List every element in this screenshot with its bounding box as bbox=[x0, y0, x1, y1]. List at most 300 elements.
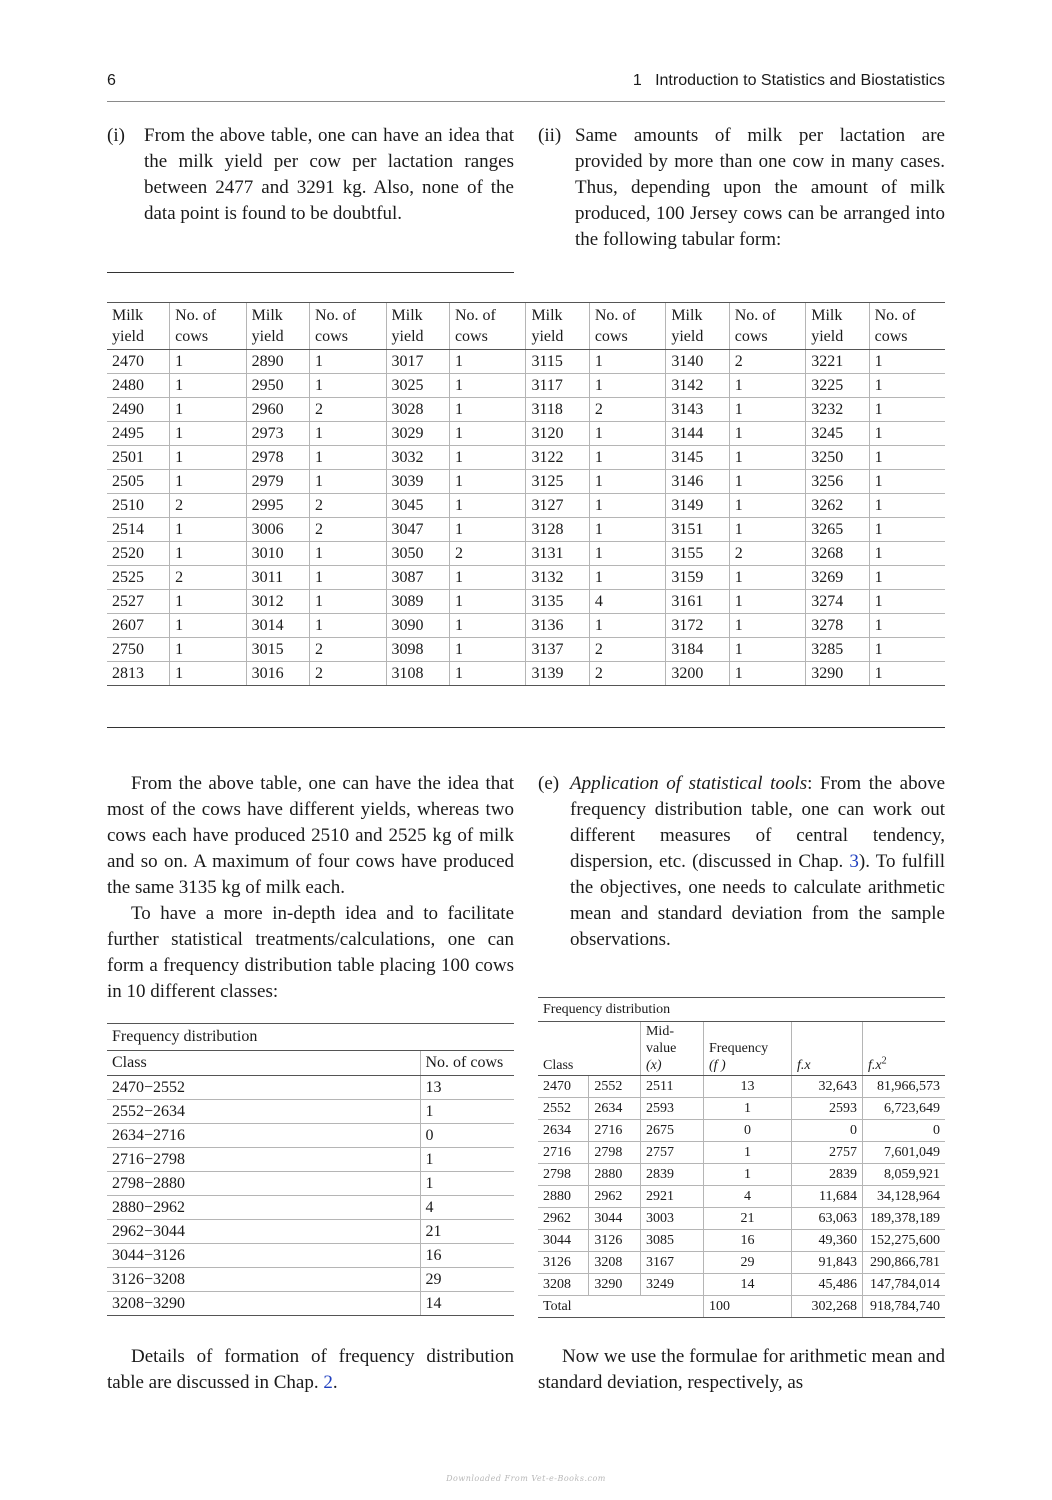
table-cell: 1 bbox=[170, 638, 247, 662]
table-row bbox=[107, 446, 945, 470]
table-cell: 3045 bbox=[386, 494, 449, 518]
table-cell: 1 bbox=[589, 374, 666, 398]
table-row bbox=[107, 1292, 514, 1316]
table-cell: 1 bbox=[869, 422, 945, 446]
table-cell: 1 bbox=[310, 614, 387, 638]
column-header: No. of cows bbox=[170, 303, 247, 350]
table-cell: 1 bbox=[703, 1142, 791, 1164]
table-cell: 3172 bbox=[666, 614, 729, 638]
column-header bbox=[791, 1022, 862, 1076]
table-cell: 3122 bbox=[526, 446, 589, 470]
table-cell: 2552 bbox=[538, 1098, 589, 1120]
table-row bbox=[107, 614, 945, 638]
table-cell: 3208 bbox=[538, 1274, 589, 1296]
table-cell: 1 bbox=[449, 518, 526, 542]
column-header: Milk yield bbox=[107, 303, 170, 350]
table-cell: 1 bbox=[170, 614, 247, 638]
table-cell: 1 bbox=[170, 518, 247, 542]
table-cell: 3159 bbox=[666, 566, 729, 590]
table-cell: 2962 bbox=[538, 1208, 589, 1230]
table-row bbox=[107, 566, 945, 590]
table-cell: 100 bbox=[703, 1296, 791, 1318]
table-cell: 13 bbox=[420, 1076, 514, 1100]
table-cell: 1 bbox=[589, 470, 666, 494]
item-ii-text: Same amounts of milk per lactation are provided by more than one cow in many cases. Thus, depending upon the amount of milk produced, 100 Jersey cows can be arranged into the following tabular form: bbox=[575, 125, 945, 250]
chapter-link[interactable]: 2 bbox=[323, 1372, 333, 1393]
table-cell: 1 bbox=[449, 614, 526, 638]
column-header-text: value bbox=[645, 1041, 677, 1056]
item-e-text: : From the above frequency distribution table, one can work out different measures of central tendency, dispersion, etc. (discussed in Chap. bbox=[570, 773, 945, 872]
table-cell: 1 bbox=[729, 494, 806, 518]
column-header: Class bbox=[107, 1051, 420, 1076]
item-i-text: From the above table, one can have an idea that the milk yield per cow per lactation ranges between 2477 and 3291 kg. Also, none of the data point is found to be doubtful. bbox=[144, 125, 514, 224]
paragraph-text: Details of formation of frequency distribution table are discussed in Chap. bbox=[107, 1346, 514, 1393]
table-cell: 3032 bbox=[386, 446, 449, 470]
table-cell: 1 bbox=[589, 614, 666, 638]
table-cell: 2962 bbox=[589, 1186, 641, 1208]
table-cell: 1 bbox=[449, 398, 526, 422]
watermark: Downloaded From Vet-e-Books.com bbox=[446, 1474, 606, 1483]
table-cell: 1 bbox=[170, 542, 247, 566]
table-cell: 91,843 bbox=[791, 1252, 862, 1274]
table-cell: 2716 bbox=[589, 1120, 641, 1142]
table-cell: 2 bbox=[170, 494, 247, 518]
table-row bbox=[107, 1220, 514, 1244]
column-header: Milk yield bbox=[386, 303, 449, 350]
table-cell: 49,360 bbox=[791, 1230, 862, 1252]
table-cell: 1 bbox=[449, 494, 526, 518]
table-cell: 1 bbox=[449, 350, 526, 374]
table-cell: 3142 bbox=[666, 374, 729, 398]
page-header bbox=[107, 72, 945, 102]
running-title: 1 Introduction to Statistics and Biostatistics bbox=[632, 72, 945, 89]
table-cell: 2839 bbox=[791, 1164, 862, 1186]
table-cell: 4 bbox=[589, 590, 666, 614]
table-cell: 3143 bbox=[666, 398, 729, 422]
table-cell: 1 bbox=[589, 350, 666, 374]
table-cell: 2 bbox=[589, 638, 666, 662]
table-cell: 3087 bbox=[386, 566, 449, 590]
table-cell: 3285 bbox=[806, 638, 869, 662]
table-cell: 0 bbox=[791, 1120, 862, 1142]
table-cell: 1 bbox=[869, 566, 945, 590]
table-cell: 3098 bbox=[386, 638, 449, 662]
table-cell: 2 bbox=[589, 662, 666, 686]
milk-yield-table bbox=[107, 302, 945, 686]
table-cell: 3184 bbox=[666, 638, 729, 662]
column-header bbox=[640, 1022, 703, 1076]
table-cell: 3127 bbox=[526, 494, 589, 518]
table-row bbox=[538, 1120, 945, 1142]
table-cell: 2 bbox=[310, 638, 387, 662]
table-cell: 1 bbox=[589, 446, 666, 470]
column-header bbox=[538, 1022, 640, 1076]
table-cell: 3090 bbox=[386, 614, 449, 638]
table-cell: 2962−3044 bbox=[107, 1220, 420, 1244]
table-cell: 1 bbox=[310, 470, 387, 494]
table-cell: 3003 bbox=[640, 1208, 703, 1230]
table-cell: 2757 bbox=[640, 1142, 703, 1164]
table-cell: 11,684 bbox=[791, 1186, 862, 1208]
table-cell: 1 bbox=[729, 398, 806, 422]
table-cell: 3140 bbox=[666, 350, 729, 374]
item-e bbox=[538, 771, 945, 953]
paragraph-text: . bbox=[332, 1372, 338, 1393]
table-cell: 2634 bbox=[538, 1120, 589, 1142]
table-cell: 2490 bbox=[107, 398, 170, 422]
column-header: Milk yield bbox=[526, 303, 589, 350]
table-cell: 3006 bbox=[246, 518, 309, 542]
table-row bbox=[107, 398, 945, 422]
table-cell: 2480 bbox=[107, 374, 170, 398]
frequency-table-left bbox=[107, 1023, 514, 1316]
table-row bbox=[107, 590, 945, 614]
table-cell: 2 bbox=[589, 398, 666, 422]
table-cell: 4 bbox=[420, 1196, 514, 1220]
table-cell: 1 bbox=[449, 590, 526, 614]
divider-rule bbox=[107, 272, 514, 273]
table-cell: 3115 bbox=[526, 350, 589, 374]
table-cell: 2511 bbox=[640, 1076, 703, 1098]
table-cell: 3245 bbox=[806, 422, 869, 446]
table-cell: 3125 bbox=[526, 470, 589, 494]
table-cell: 302,268 bbox=[791, 1296, 862, 1318]
table-cell: 2798 bbox=[538, 1164, 589, 1186]
table-cell: 189,378,189 bbox=[862, 1208, 945, 1230]
table-row bbox=[538, 1274, 945, 1296]
table-cell: 29 bbox=[703, 1252, 791, 1274]
table-cell: 3149 bbox=[666, 494, 729, 518]
table-cell: 2634 bbox=[589, 1098, 641, 1120]
table-cell: 2470 bbox=[538, 1076, 589, 1098]
table-cell: 1 bbox=[589, 542, 666, 566]
table-cell: 1 bbox=[310, 446, 387, 470]
table-cell: 3010 bbox=[246, 542, 309, 566]
table-caption: Frequency distribution bbox=[538, 998, 945, 1022]
table-cell: 1 bbox=[869, 638, 945, 662]
paragraph: From the above table, one can have the idea that most of the cows have different yields, whereas two cows each have produced 2510 and 2525 kg of milk and so on. A maximum of four cows have produced the same 3135 kg of milk each. bbox=[107, 773, 514, 898]
table-cell: 2 bbox=[310, 398, 387, 422]
table-cell: 2798 bbox=[589, 1142, 641, 1164]
table-row bbox=[538, 1164, 945, 1186]
table-cell: 2525 bbox=[107, 566, 170, 590]
column-header: No. of cows bbox=[420, 1051, 514, 1076]
chapter-link[interactable]: 3 bbox=[849, 851, 859, 872]
column-header-text: Class bbox=[543, 1058, 574, 1073]
table-cell: 3131 bbox=[526, 542, 589, 566]
table-cell: 2501 bbox=[107, 446, 170, 470]
table-cell: 1 bbox=[869, 374, 945, 398]
table-cell: 2 bbox=[310, 662, 387, 686]
table-cell: 3208 bbox=[589, 1252, 641, 1274]
table-cell: 147,784,014 bbox=[862, 1274, 945, 1296]
table-cell: 1 bbox=[449, 662, 526, 686]
table-cell: 3126 bbox=[589, 1230, 641, 1252]
table-cell: 1 bbox=[449, 638, 526, 662]
table-cell: 3128 bbox=[526, 518, 589, 542]
table-cell: 1 bbox=[729, 662, 806, 686]
table-cell: 1 bbox=[170, 374, 247, 398]
table-cell: 2950 bbox=[246, 374, 309, 398]
table-cell: 1 bbox=[449, 470, 526, 494]
table-row bbox=[107, 350, 945, 374]
table-cell: 1 bbox=[310, 542, 387, 566]
column-header: No. of cows bbox=[589, 303, 666, 350]
table-cell: 2995 bbox=[246, 494, 309, 518]
table-cell: 3108 bbox=[386, 662, 449, 686]
superscript: 2 bbox=[881, 1055, 887, 1067]
table-row bbox=[107, 1124, 514, 1148]
table-cell: 4 bbox=[703, 1186, 791, 1208]
table-cell: 1 bbox=[420, 1148, 514, 1172]
table-row bbox=[107, 1100, 514, 1124]
table-cell: 3044−3126 bbox=[107, 1244, 420, 1268]
table-cell: 3085 bbox=[640, 1230, 703, 1252]
table-cell: 2552−2634 bbox=[107, 1100, 420, 1124]
table-cell: Total bbox=[538, 1296, 703, 1318]
table-row bbox=[107, 542, 945, 566]
item-i bbox=[107, 123, 514, 227]
table-cell: 2593 bbox=[791, 1098, 862, 1120]
table-cell: 1 bbox=[310, 422, 387, 446]
table-cell: 1 bbox=[170, 398, 247, 422]
table-cell: 1 bbox=[869, 518, 945, 542]
table-cell: 1 bbox=[310, 374, 387, 398]
table-cell: 152,275,600 bbox=[862, 1230, 945, 1252]
table-cell: 1 bbox=[729, 470, 806, 494]
table-cell: 3221 bbox=[806, 350, 869, 374]
table-cell: 1 bbox=[869, 614, 945, 638]
table-cell: 1 bbox=[170, 470, 247, 494]
table-cell: 1 bbox=[869, 542, 945, 566]
table-cell: 2505 bbox=[107, 470, 170, 494]
table-cell: 1 bbox=[869, 590, 945, 614]
table-cell: 2 bbox=[729, 350, 806, 374]
table-cell: 2716 bbox=[538, 1142, 589, 1164]
table-cell: 1 bbox=[869, 470, 945, 494]
table-cell: 1 bbox=[869, 494, 945, 518]
table-cell: 2839 bbox=[640, 1164, 703, 1186]
table-cell: 3139 bbox=[526, 662, 589, 686]
table-cell: 3117 bbox=[526, 374, 589, 398]
table-cell: 1 bbox=[170, 350, 247, 374]
table-cell: 3016 bbox=[246, 662, 309, 686]
frequency-table-right bbox=[538, 997, 945, 1318]
item-ii-label: (ii) bbox=[538, 125, 562, 146]
table-row bbox=[538, 1142, 945, 1164]
table-cell: 1 bbox=[729, 566, 806, 590]
table-cell: 3145 bbox=[666, 446, 729, 470]
table-cell: 3256 bbox=[806, 470, 869, 494]
table-cell: 16 bbox=[420, 1244, 514, 1268]
column-header-text: (x) bbox=[645, 1058, 662, 1073]
table-cell: 0 bbox=[703, 1120, 791, 1142]
table-cell: 1 bbox=[170, 590, 247, 614]
table-cell: 63,063 bbox=[791, 1208, 862, 1230]
column-header-text: (f ) bbox=[708, 1058, 726, 1073]
table-cell: 1 bbox=[449, 422, 526, 446]
total-row bbox=[538, 1296, 945, 1318]
table-cell: 3029 bbox=[386, 422, 449, 446]
table-cell: 3089 bbox=[386, 590, 449, 614]
table-cell: 14 bbox=[703, 1274, 791, 1296]
table-cell: 3262 bbox=[806, 494, 869, 518]
table-cell: 2757 bbox=[791, 1142, 862, 1164]
table-cell: 3126 bbox=[538, 1252, 589, 1274]
page-number: 6 bbox=[107, 72, 116, 89]
table-cell: 918,784,740 bbox=[862, 1296, 945, 1318]
table-cell: 3208−3290 bbox=[107, 1292, 420, 1316]
table-cell: 3047 bbox=[386, 518, 449, 542]
table-cell: 3269 bbox=[806, 566, 869, 590]
table-row bbox=[107, 1244, 514, 1268]
table-cell: 3290 bbox=[806, 662, 869, 686]
table-cell: 1 bbox=[589, 422, 666, 446]
item-e-label: (e) bbox=[538, 773, 560, 794]
column-header bbox=[703, 1022, 791, 1076]
table-cell: 2979 bbox=[246, 470, 309, 494]
table-cell: 1 bbox=[170, 446, 247, 470]
table-row bbox=[538, 1208, 945, 1230]
column-header-text: f.x bbox=[796, 1058, 811, 1073]
table-caption: Frequency distribution bbox=[107, 1024, 514, 1051]
table-cell: 2520 bbox=[107, 542, 170, 566]
table-cell: 1 bbox=[310, 350, 387, 374]
table-cell: 1 bbox=[729, 446, 806, 470]
column-header: Milk yield bbox=[246, 303, 309, 350]
table-cell: 2813 bbox=[107, 662, 170, 686]
table-cell: 1 bbox=[420, 1172, 514, 1196]
table-cell: 2750 bbox=[107, 638, 170, 662]
table-cell: 3132 bbox=[526, 566, 589, 590]
table-row bbox=[107, 494, 945, 518]
table-cell: 2527 bbox=[107, 590, 170, 614]
table-cell: 3118 bbox=[526, 398, 589, 422]
table-cell: 2978 bbox=[246, 446, 309, 470]
table-row bbox=[107, 374, 945, 398]
table-cell: 1 bbox=[869, 446, 945, 470]
column-header: Milk yield bbox=[806, 303, 869, 350]
paragraph: To have a more in-depth idea and to facilitate further statistical treatments/calculations, one can form a frequency distribution table placing 100 cows in 10 different classes: bbox=[107, 903, 514, 1002]
table-cell: 3144 bbox=[666, 422, 729, 446]
table-cell: 2 bbox=[729, 542, 806, 566]
table-cell: 1 bbox=[449, 374, 526, 398]
table-cell: 1 bbox=[729, 614, 806, 638]
table-cell: 3200 bbox=[666, 662, 729, 686]
table-cell: 3225 bbox=[806, 374, 869, 398]
table-cell: 1 bbox=[170, 662, 247, 686]
table-row bbox=[538, 1186, 945, 1208]
table-row bbox=[107, 470, 945, 494]
table-cell: 3155 bbox=[666, 542, 729, 566]
table-cell: 3167 bbox=[640, 1252, 703, 1274]
table-cell: 2798−2880 bbox=[107, 1172, 420, 1196]
table-cell: 3135 bbox=[526, 590, 589, 614]
table-row bbox=[107, 518, 945, 542]
item-i-label: (i) bbox=[107, 125, 125, 146]
table-cell: 2716−2798 bbox=[107, 1148, 420, 1172]
table-cell: 2880 bbox=[589, 1164, 641, 1186]
table-cell: 3265 bbox=[806, 518, 869, 542]
table-row bbox=[107, 1172, 514, 1196]
table-cell: 1 bbox=[589, 566, 666, 590]
table-cell: 3044 bbox=[538, 1230, 589, 1252]
table-cell: 3012 bbox=[246, 590, 309, 614]
column-header: No. of cows bbox=[449, 303, 526, 350]
table-row bbox=[107, 638, 945, 662]
column-header-text: Frequency bbox=[708, 1041, 769, 1056]
table-cell: 1 bbox=[703, 1098, 791, 1120]
table-cell: 1 bbox=[420, 1100, 514, 1124]
table-cell: 3039 bbox=[386, 470, 449, 494]
column-header: Milk yield bbox=[666, 303, 729, 350]
item-ii bbox=[538, 123, 945, 253]
table-cell: 2675 bbox=[640, 1120, 703, 1142]
table-cell: 7,601,049 bbox=[862, 1142, 945, 1164]
table-cell: 3028 bbox=[386, 398, 449, 422]
table-row bbox=[107, 1076, 514, 1100]
table-cell: 1 bbox=[703, 1164, 791, 1186]
table-cell: 3014 bbox=[246, 614, 309, 638]
table-row bbox=[107, 1148, 514, 1172]
table-cell: 21 bbox=[420, 1220, 514, 1244]
table-cell: 2973 bbox=[246, 422, 309, 446]
table-cell: 3278 bbox=[806, 614, 869, 638]
table-cell: 1 bbox=[729, 422, 806, 446]
table-cell: 2 bbox=[310, 518, 387, 542]
table-cell: 1 bbox=[449, 446, 526, 470]
divider-rule bbox=[107, 727, 945, 728]
table-row bbox=[538, 1076, 945, 1098]
table-cell: 2 bbox=[449, 542, 526, 566]
table-cell: 3044 bbox=[589, 1208, 641, 1230]
table-cell: 3011 bbox=[246, 566, 309, 590]
table-cell: 3137 bbox=[526, 638, 589, 662]
table-cell: 2634−2716 bbox=[107, 1124, 420, 1148]
table-cell: 3025 bbox=[386, 374, 449, 398]
table-cell: 1 bbox=[729, 518, 806, 542]
table-cell: 0 bbox=[862, 1120, 945, 1142]
table-cell: 2960 bbox=[246, 398, 309, 422]
table-cell: 2890 bbox=[246, 350, 309, 374]
table-cell: 2880 bbox=[538, 1186, 589, 1208]
table-cell: 3126−3208 bbox=[107, 1268, 420, 1292]
item-e-title: Application of statistical tools bbox=[570, 773, 808, 794]
paragraph: Now we use the formulae for arithmetic mean and standard deviation, respectively, as bbox=[538, 1346, 945, 1393]
table-cell: 6,723,649 bbox=[862, 1098, 945, 1120]
table-cell: 2470 bbox=[107, 350, 170, 374]
table-cell: 3232 bbox=[806, 398, 869, 422]
table-cell: 3136 bbox=[526, 614, 589, 638]
table-cell: 2607 bbox=[107, 614, 170, 638]
table-cell: 2 bbox=[310, 494, 387, 518]
table-cell: 2495 bbox=[107, 422, 170, 446]
table-cell: 21 bbox=[703, 1208, 791, 1230]
table-row bbox=[107, 662, 945, 686]
table-cell: 8,059,921 bbox=[862, 1164, 945, 1186]
table-row bbox=[538, 1252, 945, 1274]
table-cell: 3120 bbox=[526, 422, 589, 446]
item-e-text-end: ). To fulfill the objectives, one needs to calculate arithmetic mean and standard deviation from the sample observations. bbox=[570, 851, 945, 950]
table-cell: 2552 bbox=[589, 1076, 641, 1098]
table-cell: 1 bbox=[449, 566, 526, 590]
table-cell: 34,128,964 bbox=[862, 1186, 945, 1208]
table-row bbox=[538, 1098, 945, 1120]
column-header: No. of cows bbox=[869, 303, 945, 350]
table-cell: 1 bbox=[589, 494, 666, 518]
paragraph bbox=[107, 1344, 514, 1396]
column-header: No. of cows bbox=[310, 303, 387, 350]
